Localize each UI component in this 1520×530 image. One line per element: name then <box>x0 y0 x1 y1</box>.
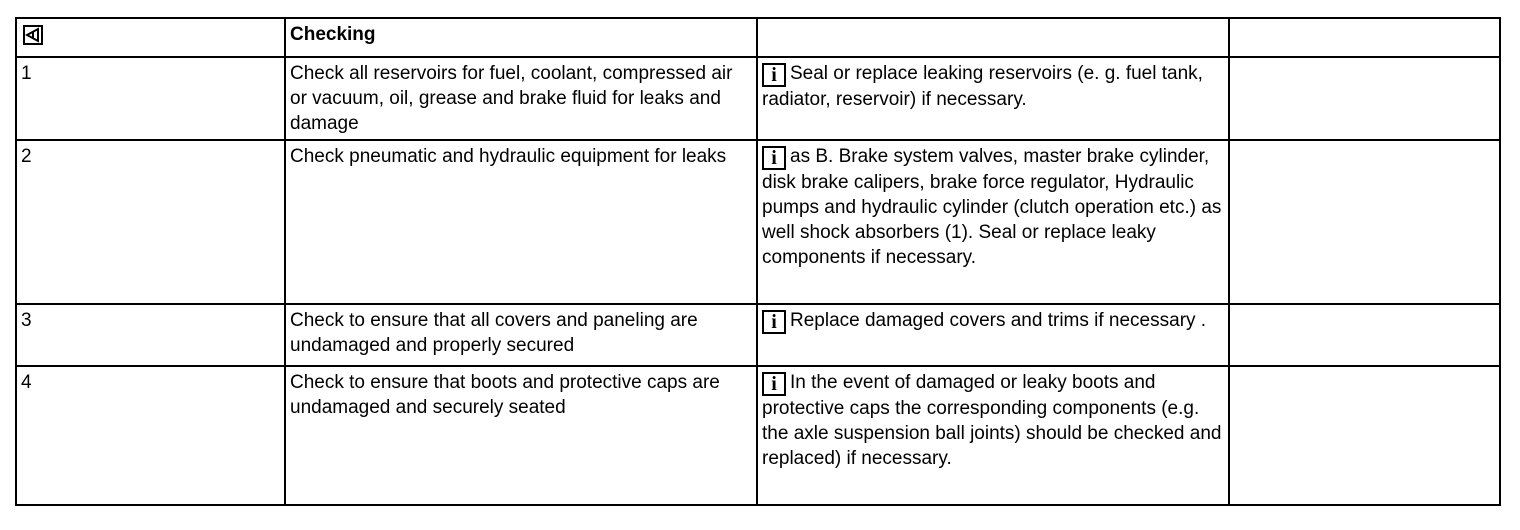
note-cell <box>757 140 1229 304</box>
info-icon: i <box>762 146 786 170</box>
table-header-row <box>16 18 1500 57</box>
note-text: Seal or replace leaking reservoirs (e. g. fuel tank, radiator, reservoir) if necessary. <box>762 63 1203 110</box>
extra-cell <box>1229 304 1500 366</box>
extra-cell <box>1229 57 1500 140</box>
header-icon-cell <box>16 18 285 57</box>
check-text: Check to ensure that boots and protective caps are undamaged and securely seated <box>285 366 757 505</box>
info-icon: i <box>762 310 786 334</box>
check-text: Check to ensure that all covers and paneling are undamaged and properly secured <box>285 304 757 366</box>
table-row <box>16 57 1500 140</box>
check-text: Check all reservoirs for fuel, coolant, compressed air or vacuum, oil, grease and brake fluid for leaks and damage <box>285 57 757 140</box>
note-text: Replace damaged covers and trims if necessary . <box>790 310 1207 331</box>
row-number: 3 <box>16 304 285 366</box>
header-title: Checking <box>285 18 757 57</box>
header-col4 <box>1229 18 1500 57</box>
table-row <box>16 304 1500 366</box>
table-row <box>16 366 1500 505</box>
checklist-table <box>15 17 1501 506</box>
row-number: 4 <box>16 366 285 505</box>
header-col3 <box>757 18 1229 57</box>
back-arrow-icon[interactable] <box>23 25 43 45</box>
extra-cell <box>1229 366 1500 505</box>
check-text: Check pneumatic and hydraulic equipment for leaks <box>285 140 757 304</box>
note-cell <box>757 57 1229 140</box>
info-icon: i <box>762 63 786 87</box>
table-row <box>16 140 1500 304</box>
row-number: 1 <box>16 57 285 140</box>
extra-cell <box>1229 140 1500 304</box>
note-text: as B. Brake system valves, master brake cylinder, disk brake calipers, brake force regulator, Hydraulic pumps and hydraulic cylinder (clutch operation etc.) as well shock absorbers (1). Seal or replace leaky components if necessary. <box>762 146 1222 268</box>
row-number: 2 <box>16 140 285 304</box>
note-text: In the event of damaged or leaky boots and protective caps the corresponding components (e.g. the axle suspension ball joints) should be checked and replaced) if necessary. <box>762 372 1222 469</box>
note-cell <box>757 366 1229 505</box>
note-cell <box>757 304 1229 366</box>
info-icon: i <box>762 372 786 396</box>
